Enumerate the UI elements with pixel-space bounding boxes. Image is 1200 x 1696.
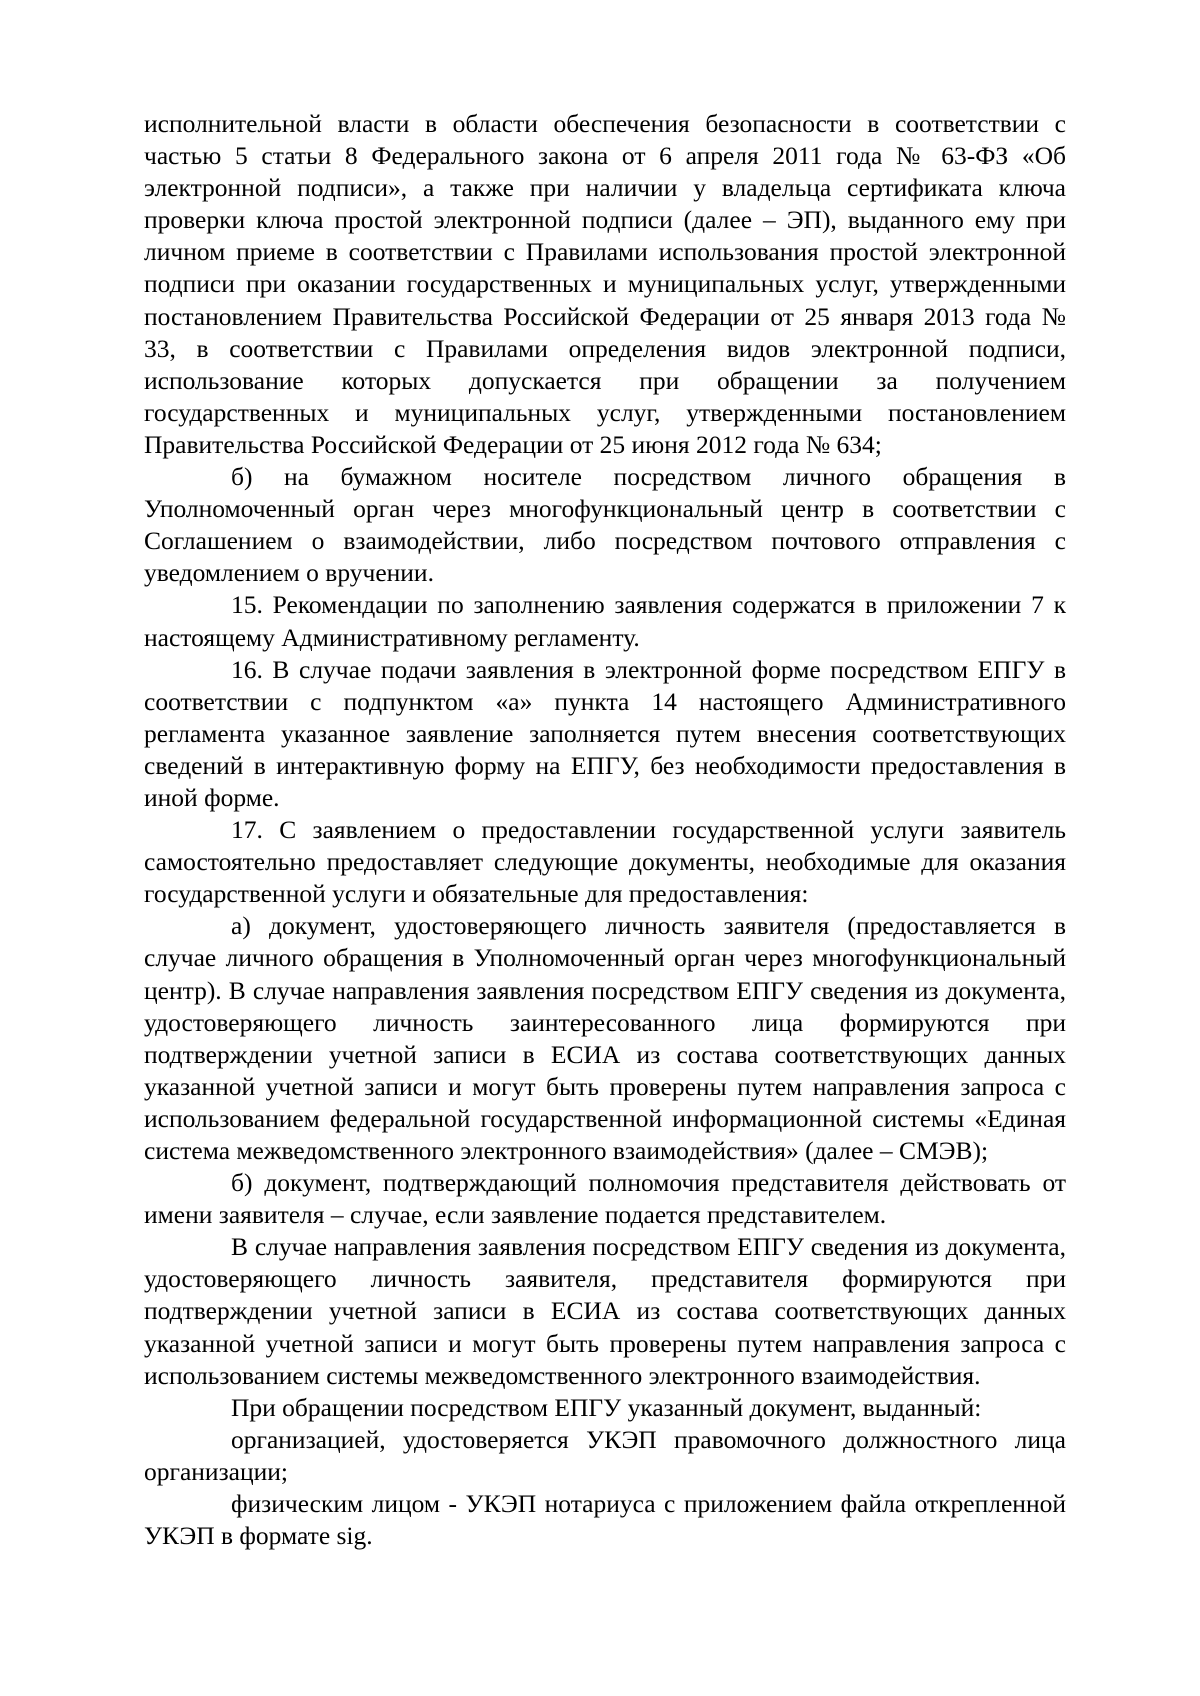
paragraph-14b: б) на бумажном носителе посредством личного обращения в Уполномоченный орган через многофункциональный центр в соответствии с Соглашением о взаимодействии, либо посредством почтового отправления с уведомлением о вручении. — [144, 462, 1066, 588]
paragraph-17b: б) документ, подтверждающий полномочия представителя действовать от имени заявителя – случае, если заявление подается представителем. — [144, 1168, 1066, 1230]
paragraph-17-epgu-info: В случае направления заявления посредством ЕПГУ сведения из документа, удостоверяющего личность заявителя, представителя формируются при подтверждении учетной записи в ЕСИА из состава соответствующих данных указанной учетной записи и могут быть проверены путем направления запроса с использованием системы межведомственного электронного взаимодействия. — [144, 1232, 1066, 1390]
paragraph-16: 16. В случае подачи заявления в электронной форме посредством ЕПГУ в соответствии с подпунктом «а» пункта 14 настоящего Административного регламента указанное заявление заполняется путем внесения соответствующих сведений в интерактивную форму на ЕПГУ, без необходимости предоставления в иной форме. — [144, 654, 1066, 812]
paragraph-15: 15. Рекомендации по заполнению заявления содержатся в приложении 7 к настоящему Административному регламенту. — [144, 590, 1066, 652]
paragraph-continuation: исполнительной власти в области обеспечения безопасности в соответствии с частью 5 статьи 8 Федерального закона от 6 апреля 2011 года № 63-ФЗ «Об электронной подписи», а также при наличии у владельца сертификата ключа проверки ключа простой электронной подписи (далее – ЭП), выданного ему при личном приеме в соответствии с Правилами использования простой электронной подписи при оказании государственных и муниципальных услуг, утвержденными постановлением Правительства Российской Федерации от 25 января 2013 года № 33, в соответствии с Правилами определения видов электронной подписи, использование которых допускается при обращении за получением государственных и муниципальных услуг, утвержденными постановлением Правительства Российской Федерации от 25 июня 2012 года № 634; — [144, 109, 1066, 459]
document-page — [144, 108, 1066, 1552]
paragraph-17-issued: При обращении посредством ЕПГУ указанный документ, выданный: — [231, 1392, 982, 1422]
paragraph-17: 17. С заявлением о предоставлении государственной услуги заявитель самостоятельно предоставляет следующие документы, необходимые для оказания государственной услуги и обязательные для предоставления: — [144, 815, 1066, 909]
paragraph-17-individual: физическим лицом - УКЭП нотариуса с приложением файла открепленной УКЭП в формате sig. — [144, 1489, 1066, 1551]
paragraph-17a: а) документ, удостоверяющего личность заявителя (предоставляется в случае личного обращения в Уполномоченный орган через многофункциональный центр). В случае направления заявления посредством ЕПГУ сведения из документа, удостоверяющего личность заинтересованного лица формируются при подтверждении учетной записи в ЕСИА из состава соответствующих данных указанной учетной записи и могут быть проверены путем направления запроса с использованием федеральной государственной информационной системы «Единая система межведомственного электронного взаимодействия» (далее – СМЭВ); — [144, 911, 1066, 1165]
paragraph-17-organization: организацией, удостоверяется УКЭП правомочного должностного лица организации; — [144, 1424, 1066, 1486]
